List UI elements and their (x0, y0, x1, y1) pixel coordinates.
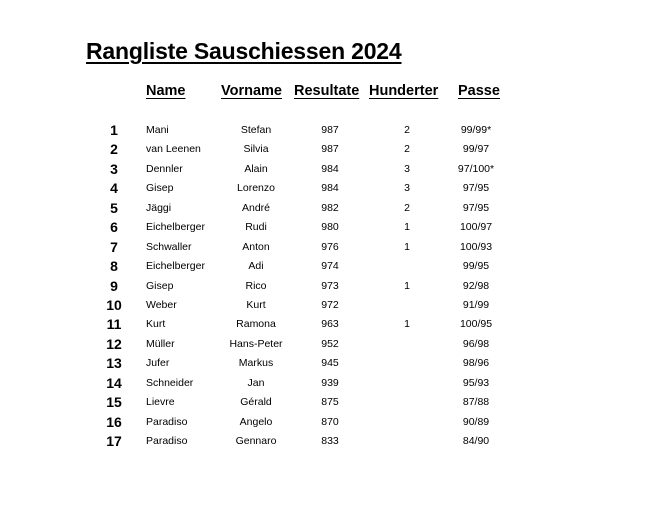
vorname-cell: Ramona (236, 318, 276, 331)
hunderter-cell: 1 (404, 279, 410, 292)
rank-cell: 9 (110, 277, 118, 294)
hunderter-cell: 2 (404, 201, 410, 214)
name-cell: Paradiso (146, 415, 188, 428)
passe-cell: 96/98 (462, 337, 490, 350)
name-cell: Kurt (146, 318, 166, 331)
name-cell: Eichelberger (146, 221, 205, 234)
passe-cell: 92/98 (462, 279, 490, 292)
hunderter-cell: 1 (404, 318, 410, 331)
name-cell: Schneider (146, 376, 194, 389)
passe-cell: 90/89 (462, 415, 490, 428)
resultat-cell: 875 (321, 396, 339, 409)
rank-cell: 4 (110, 180, 118, 197)
hunderter-cell: 1 (404, 240, 410, 253)
name-cell: Lievre (146, 396, 175, 409)
rank-cell: 6 (110, 219, 118, 236)
table-row (0, 121, 666, 140)
rank-cell: 10 (106, 296, 122, 313)
table-row (0, 335, 666, 354)
rank-cell: 1 (110, 122, 118, 138)
rank-cell: 17 (106, 433, 122, 449)
column-header-name: Name (146, 83, 186, 99)
vorname-cell: Gérald (240, 396, 272, 409)
table-row (0, 354, 666, 373)
column-header-vorname: Vorname (221, 83, 282, 99)
rank-cell: 11 (106, 316, 122, 333)
hunderter-cell: 2 (404, 124, 410, 136)
table-row (0, 140, 666, 159)
rank-cell: 5 (110, 199, 118, 216)
vorname-cell: Anton (242, 240, 270, 253)
passe-cell: 99/95 (462, 260, 490, 273)
vorname-cell: Silvia (243, 143, 269, 156)
passe-cell: 100/97 (459, 221, 493, 234)
resultat-cell: 974 (321, 260, 339, 273)
table-row (0, 432, 666, 451)
rank-cell: 3 (110, 160, 118, 177)
passe-cell: 100/95 (459, 318, 493, 331)
resultat-cell: 939 (321, 376, 339, 389)
hunderter-cell: 3 (404, 162, 410, 175)
rank-cell: 16 (106, 413, 122, 430)
table-row (0, 413, 666, 432)
vorname-cell: Alain (244, 162, 268, 175)
rank-cell: 14 (106, 374, 122, 391)
page-title: Rangliste Sauschiessen 2024 (86, 38, 402, 64)
table-row (0, 199, 666, 218)
resultat-cell: 973 (321, 279, 339, 292)
resultat-cell: 987 (321, 124, 339, 136)
resultat-cell: 980 (321, 221, 339, 234)
vorname-cell: Angelo (239, 415, 273, 428)
passe-cell: 99/99* (460, 124, 492, 136)
table-row (0, 374, 666, 393)
passe-cell: 87/88 (462, 396, 490, 409)
table-row (0, 160, 666, 179)
column-header-passe: Passe (458, 83, 500, 99)
passe-cell: 97/95 (462, 182, 490, 195)
resultat-cell: 982 (321, 201, 339, 214)
ranking-table (0, 121, 666, 451)
table-row (0, 179, 666, 198)
passe-cell: 95/93 (462, 376, 490, 389)
passe-cell: 84/90 (462, 435, 490, 447)
name-cell: Gisep (146, 182, 174, 195)
passe-cell: 99/97 (462, 143, 490, 156)
resultat-cell: 984 (321, 162, 339, 175)
name-cell: Weber (146, 298, 177, 311)
resultat-cell: 963 (321, 318, 339, 331)
resultat-cell: 976 (321, 240, 339, 253)
passe-cell: 98/96 (462, 357, 490, 370)
table-row (0, 393, 666, 412)
passe-cell: 97/95 (462, 201, 490, 214)
resultat-cell: 945 (321, 357, 339, 370)
vorname-cell: Lorenzo (237, 182, 275, 195)
passe-cell: 100/93 (459, 240, 493, 253)
table-row (0, 238, 666, 257)
vorname-cell: Hans-Peter (229, 337, 283, 350)
vorname-cell: Stefan (240, 124, 272, 136)
column-header-resultate: Resultate (294, 83, 360, 99)
table-row (0, 218, 666, 237)
vorname-cell: Rico (245, 279, 267, 292)
table-row (0, 257, 666, 276)
resultat-cell: 870 (321, 415, 339, 428)
rank-cell: 8 (110, 258, 118, 275)
resultat-cell: 833 (321, 435, 339, 447)
name-cell: Eichelberger (146, 260, 205, 273)
name-cell: Mani (146, 124, 169, 136)
name-cell: Schwaller (146, 240, 192, 253)
vorname-cell: Kurt (246, 298, 266, 311)
resultat-cell: 952 (321, 337, 339, 350)
vorname-cell: Gennaro (235, 435, 277, 447)
column-header-hunderter: Hunderter (369, 83, 439, 99)
table-row (0, 277, 666, 296)
resultat-cell: 984 (321, 182, 339, 195)
passe-cell: 97/100* (457, 162, 495, 175)
vorname-cell: Jan (247, 376, 265, 389)
rank-cell: 12 (106, 335, 122, 352)
hunderter-cell: 2 (404, 143, 410, 156)
rank-cell: 2 (110, 141, 118, 158)
hunderter-cell: 3 (404, 182, 410, 195)
resultat-cell: 987 (321, 143, 339, 156)
rank-cell: 13 (106, 355, 122, 372)
passe-cell: 91/99 (462, 298, 490, 311)
vorname-cell: André (241, 201, 271, 214)
resultat-cell: 972 (321, 298, 339, 311)
name-cell: Jäggi (146, 201, 172, 214)
rank-cell: 15 (106, 394, 122, 411)
name-cell: Gisep (146, 279, 174, 292)
name-cell: Müller (146, 337, 175, 350)
rank-cell: 7 (110, 238, 118, 255)
table-row (0, 315, 666, 334)
hunderter-cell: 1 (404, 221, 410, 234)
vorname-cell: Markus (238, 357, 274, 370)
vorname-cell: Adi (248, 260, 264, 273)
name-cell: van Leenen (146, 143, 201, 156)
name-cell: Dennler (146, 162, 183, 175)
table-row (0, 296, 666, 315)
name-cell: Jufer (146, 357, 170, 370)
vorname-cell: Rudi (245, 221, 267, 234)
name-cell: Paradiso (146, 435, 188, 447)
